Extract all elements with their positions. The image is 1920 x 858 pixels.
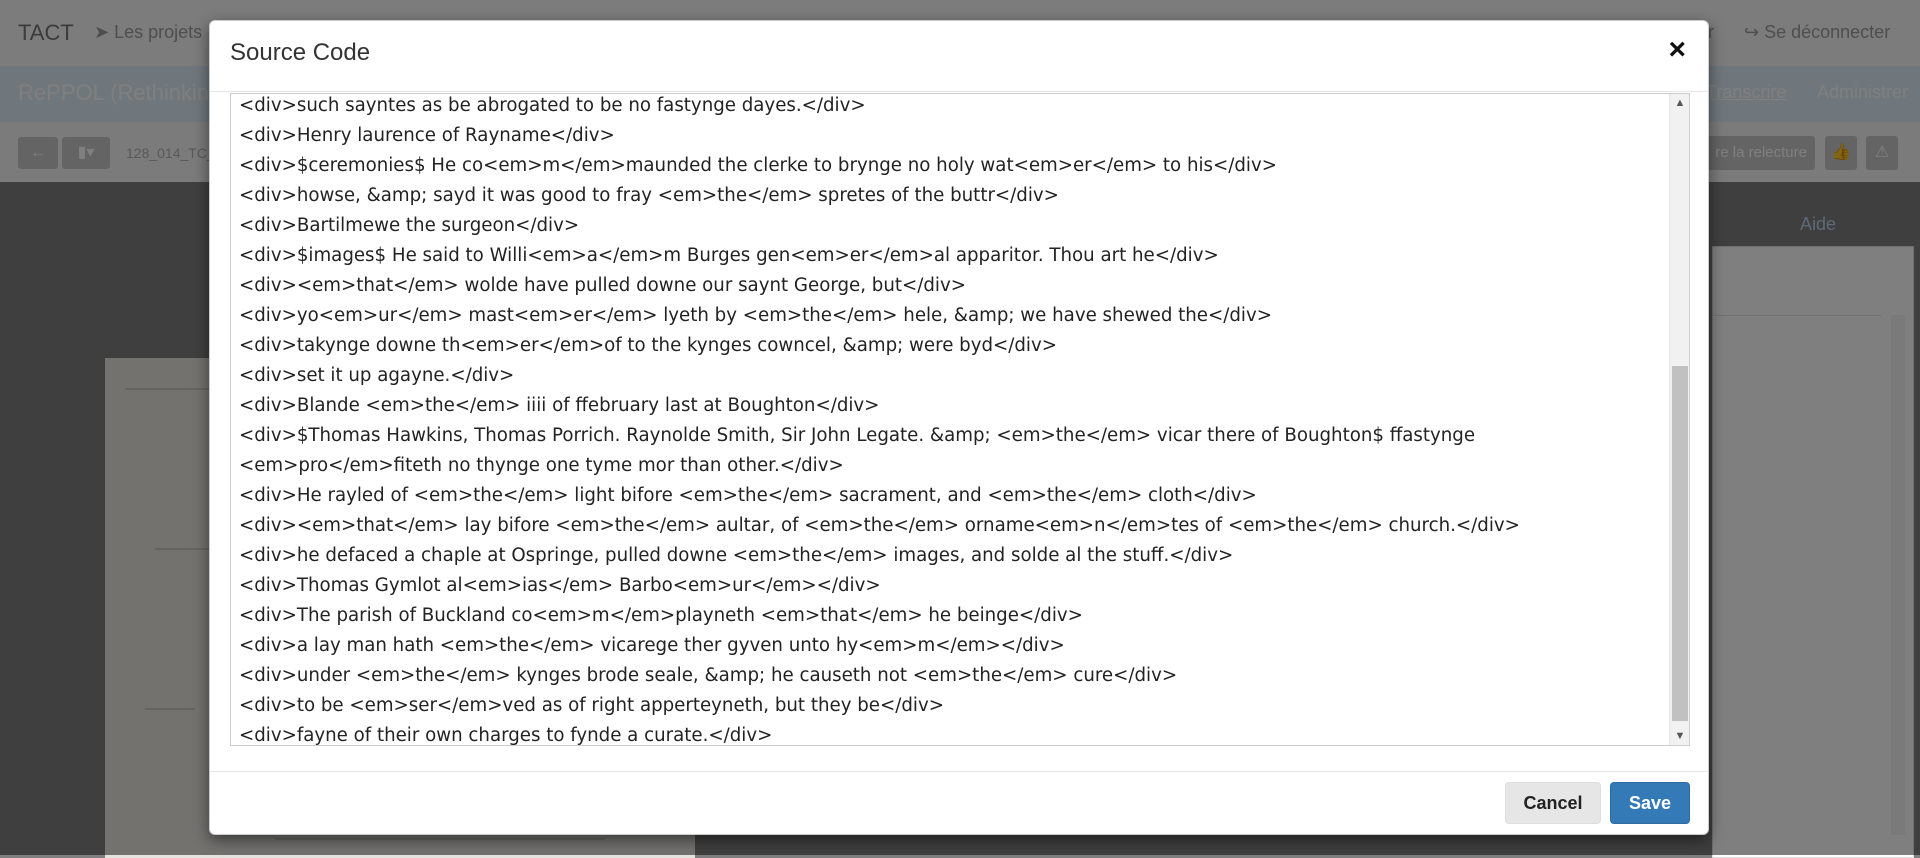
code-line: <div>takynge downe th<em>er</em>of to the kynges cowncel, &amp; were byd</div> — [239, 335, 1057, 356]
code-line: <div>$ceremonies$ He co<em>m</em>maunded the clerke to brynge no holy wat<em>er</em> to his</div> — [239, 155, 1277, 176]
scroll-up-icon[interactable]: ▲ — [1674, 97, 1686, 109]
code-line: <div>Henry laurence of Rayname</div> — [239, 125, 615, 146]
textarea-scrollbar[interactable] — [1669, 94, 1689, 745]
code-line: <div>Thomas Gymlot al<em>ias</em> Barbo<em>ur</em></div> — [239, 575, 881, 596]
code-line: <div>such sayntes as be abrogated to be no fastynge dayes.</div> — [239, 95, 866, 116]
close-icon[interactable]: × — [1668, 33, 1686, 66]
code-line: <div><em>that</em> lay bifore <em>the</em> aultar, of <em>the</em> orname<em>n</em>tes of <em>the</em> church.</div> — [239, 515, 1520, 536]
modal-header — [210, 21, 1708, 92]
code-line: <div>set it up agayne.</div> — [239, 365, 515, 386]
modal-footer — [210, 771, 1708, 836]
scrollbar-thumb[interactable] — [1672, 366, 1688, 721]
code-line: <div>$images$ He said to Willi<em>a</em>m Burges gen<em>er</em>al apparitor. Thou art he</div> — [239, 245, 1219, 266]
code-line: <div>a lay man hath <em>the</em> vicarege ther gyven unto hy<em>m</em></div> — [239, 635, 1065, 656]
code-line: <div>yo<em>ur</em> mast<em>er</em> lyeth by <em>the</em> hele, &amp; we have shewed the</div> — [239, 305, 1272, 326]
modal-title: Source Code — [230, 39, 371, 66]
code-line: <div>to be <em>ser</em>ved as of right apperteyneth, but they be</div> — [239, 695, 944, 716]
save-button[interactable]: Save — [1610, 782, 1690, 824]
code-line: <div>howse, &amp; sayd it was good to fray <em>the</em> spretes of the buttr</div> — [239, 185, 1059, 206]
source-code-modal — [209, 20, 1709, 835]
code-line: <div>under <em>the</em> kynges brode seale, &amp; he causeth not <em>the</em> cure</div> — [239, 665, 1178, 686]
code-line: <div>Blande <em>the</em> iiii of ffebruary last at Boughton</div> — [239, 395, 880, 416]
source-code-textarea[interactable] — [230, 93, 1690, 746]
cancel-button[interactable]: Cancel — [1505, 782, 1601, 824]
code-line: <div>Bartilmewe the surgeon</div> — [239, 215, 580, 236]
code-line: <div>The parish of Buckland co<em>m</em>playneth <em>that</em> he beinge</div> — [239, 605, 1083, 626]
code-line: <div>He rayled of <em>the</em> light bifore <em>the</em> sacrament, and <em>the</em> cloth</div> — [239, 485, 1257, 506]
code-line: <div>$Thomas Hawkins, Thomas Porrich. Raynolde Smith, Sir John Legate. &amp; <em>the</em> vicar there of Boughton$ ffastynge <em>pro</em>fiteth no thynge one tyme mor than other.</div> — [239, 425, 1481, 476]
code-line: <div><em>that</em> wolde have pulled downe our saynt George, but</div> — [239, 275, 966, 296]
code-content[interactable] — [239, 93, 1659, 746]
code-line: <div>he defaced a chaple at Ospringe, pulled downe <em>the</em> images, and solde al the stuff.</div> — [239, 545, 1234, 566]
scroll-down-icon[interactable]: ▼ — [1674, 730, 1686, 742]
code-line: <div>fayne of their own charges to fynde a curate.</div> — [239, 725, 773, 746]
